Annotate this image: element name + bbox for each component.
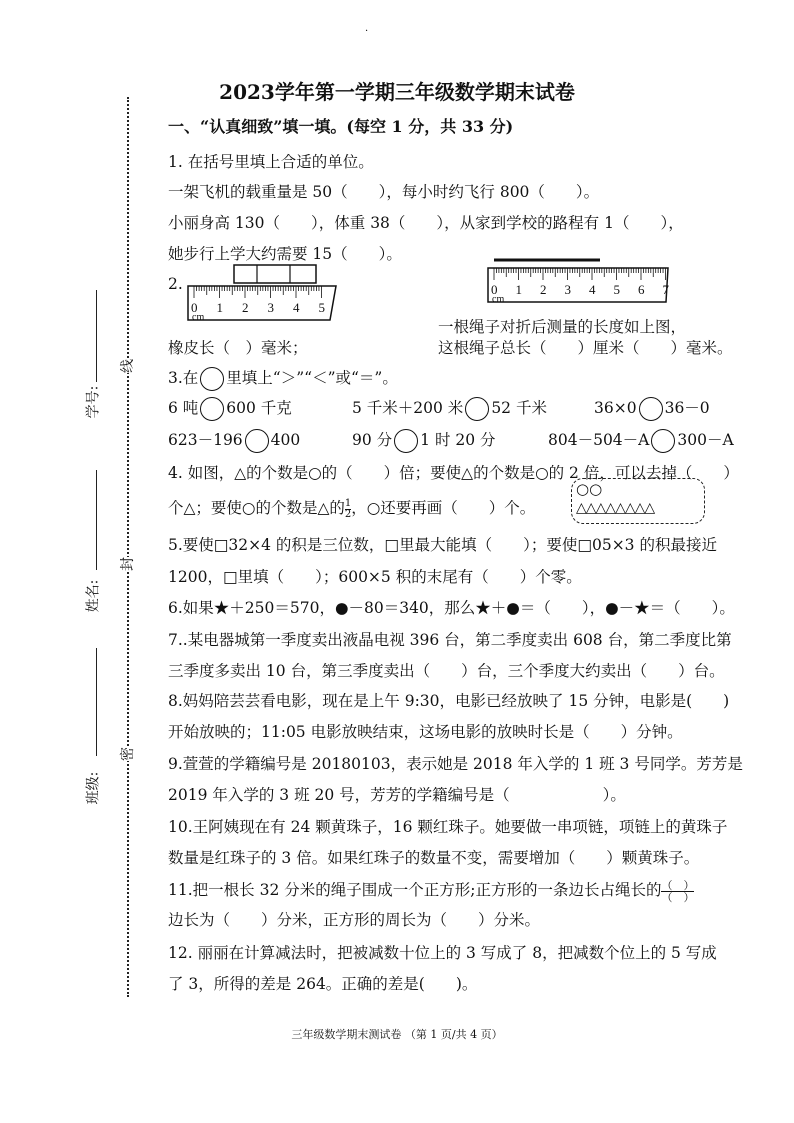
ruler-tick-label: 1: [515, 282, 522, 297]
q3-item: 804－504－A 300－A: [548, 428, 734, 453]
q2-rope-desc: 一根绳子对折后测量的长度如上图，: [438, 318, 687, 336]
q3-item: 90 分 1 时 20 分: [352, 428, 496, 453]
q1-line: 她步行上学大约需要 15（ ）。: [168, 245, 402, 263]
q5-line: 1200，□里填（ ）；600×5 积的末尾有（ ）个零。: [168, 568, 582, 586]
seal-line-char: 线: [117, 359, 137, 373]
ruler-tick-label: 3: [267, 300, 274, 315]
q12-line: 12. 丽丽在计算减法时，把被减数十位上的 3 写成了 8，把减数个位上的 5 写成: [168, 944, 717, 962]
q9-line: 2019 年入学的 3 班 20 号，芳芳的学籍编号是（ ）。: [168, 786, 626, 804]
triangles-group: △△△△△△△△: [576, 500, 655, 516]
q11-line: 11.把一根长 32 分米的绳子围成一个正方形;正方形的一条边长占绳长的 $\frac{( )}{( )}$: [168, 878, 695, 904]
q7-line: 7..某电器城第一季度卖出液晶电视 396 台，第二季度卖出 608 台，第二季度比第: [168, 631, 732, 649]
q3-item: 623－196 400: [168, 428, 300, 453]
q7-line: 三季度多卖出 10 台，第三季度卖出（ ）台，三个季度大约卖出（ ）台。: [168, 662, 725, 680]
q2-rope-question: 这根绳子总长（ ）厘米（ ）毫米。: [438, 339, 733, 357]
rope-ruler-figure: [486, 256, 672, 306]
name-label: 姓名:: [85, 579, 102, 613]
name-line: [96, 470, 97, 570]
top-dot: ·: [365, 26, 369, 37]
q5-line: 5.要使□32×4 的积是三位数，□里最大能填（ ）；要使□05×3 的积最接近: [168, 536, 717, 554]
compare-circle[interactable]: [465, 397, 489, 421]
seal-secret-char: 密: [117, 747, 137, 761]
q10-line: 10.王阿姨现在有 24 颗黄珠子，16 颗红珠子。她要做一串项链，项链上的黄珠子: [168, 818, 728, 836]
compare-circle[interactable]: [639, 397, 663, 421]
q4-line: 4. 如图，△的个数是○的（ ）倍；要使△的个数是○的 2 倍，可以去掉（ ）: [168, 464, 739, 482]
ruler-tick-label: 2: [540, 282, 547, 297]
q3-item: 6 吨 600 千克: [168, 396, 292, 421]
q6-line: 6.如果★＋250＝570，●－80＝340，那么★＋●＝（ ），●－★＝（ ）。: [168, 599, 735, 617]
section-heading: 一、“认真细致”填一填。(每空 1 分，共 33 分): [168, 117, 514, 136]
ruler-tick-label: 3: [564, 282, 571, 297]
ruler-tick-label: 4: [589, 282, 596, 297]
q3-item: 36×0 36－0: [594, 396, 710, 421]
page-title: 2023学年第一学期三年级数学期末试卷: [219, 80, 575, 104]
eraser: [234, 265, 316, 283]
fraction-half: $\frac{1}{2}$: [344, 497, 352, 520]
class-label: 班级:: [85, 771, 102, 805]
ruler-unit-label: cm: [192, 312, 205, 323]
circles-group: ○○: [576, 480, 603, 498]
compare-circle[interactable]: [245, 429, 269, 453]
q10-line: 数量是红珠子的 3 倍。如果红珠子的数量不变，需要增加（ ）颗黄珠子。: [168, 849, 700, 867]
seal-seal-char: 封: [117, 557, 137, 571]
q11-line: 边长为（ ）分米，正方形的周长为（ ）分米。: [168, 911, 541, 929]
compare-circle[interactable]: [651, 429, 675, 453]
fraction-blank[interactable]: $\frac{( )}{( )}$: [661, 878, 695, 904]
q2-eraser-question: 橡皮长（ ）毫米；: [168, 339, 308, 357]
ruler-tick-label: 0: [491, 282, 498, 297]
q8-line: 开始放映的；11:05 电影放映结束，这场电影的放映时长是（ ）分钟。: [168, 723, 683, 741]
class-line: [96, 648, 97, 756]
ruler-tick-label: 6: [638, 282, 645, 297]
ruler-tick-label: 2: [242, 300, 249, 315]
student-id-line: [96, 290, 97, 382]
student-id-label: 学号:: [85, 385, 102, 419]
q3-prompt: 3.在 里填上“＞”“＜”或“＝”。: [168, 366, 398, 391]
q1-line: 小丽身高 130（ ），体重 38（ ），从家到学校的路程有 1（ ），: [168, 214, 684, 232]
q4-line: 个△；要使○的个数是△的 $\frac{1}{2}$ ，○还要再画（ ）个。: [168, 497, 536, 520]
q1-prompt: 1. 在括号里填上合适的单位。: [168, 153, 374, 171]
compare-circle[interactable]: [394, 429, 418, 453]
ruler-tick-label: 4: [293, 300, 300, 315]
blank-circle[interactable]: [200, 367, 224, 391]
binding-dotted-line: [127, 97, 129, 997]
q9-line: 9.萱萱的学籍编号是 20180103，表示她是 2018 年入学的 1 班 3 号同学。芳芳是: [168, 755, 743, 773]
ruler-tick-label: 1: [216, 300, 223, 315]
page-footer: 三年级数学期末测试卷 （第 1 页/共 4 页）: [291, 1028, 503, 1041]
ruler-unit-label: cm: [492, 294, 505, 305]
q2-number: 2.: [168, 275, 183, 293]
ruler-tick-label: 0: [191, 300, 198, 315]
q3-item: 5 千米＋200 米 52 千米: [352, 396, 547, 421]
compare-circle[interactable]: [200, 397, 224, 421]
ruler-tick-label: 7: [662, 282, 669, 297]
q12-line: 了 3，所得的差是 264。正确的差是( )。: [168, 975, 478, 993]
eraser-ruler-figure: [186, 262, 342, 328]
q8-line: 8.妈妈陪芸芸看电影，现在是上午 9:30，电影已经放映了 15 分钟，电影是( ): [168, 692, 730, 710]
q1-line: 一架飞机的载重量是 50（ ），每小时约飞行 800（ ）。: [168, 183, 600, 201]
ruler-tick-label: 5: [613, 282, 620, 297]
ruler: [188, 286, 336, 320]
ruler-tick-label: 5: [318, 300, 325, 315]
